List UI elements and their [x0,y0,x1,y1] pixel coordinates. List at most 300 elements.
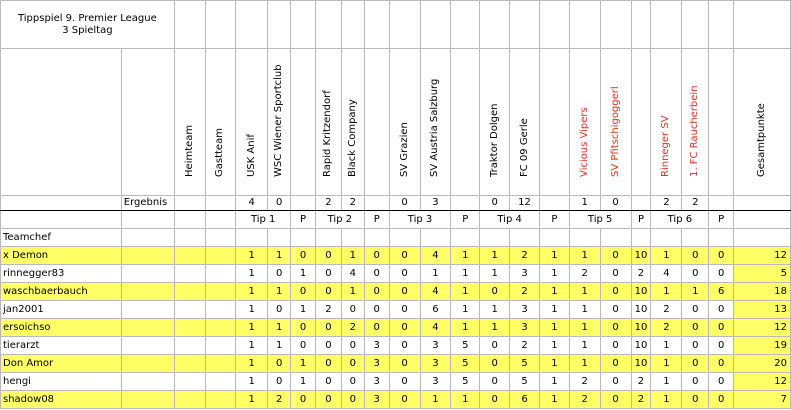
tip-points: 1 [539,265,569,283]
tip-away: 2 [510,283,540,301]
tip-away: 0 [341,355,364,373]
tip-away: 4 [341,265,364,283]
empty-cell [1,49,122,196]
player-name: Don Amor [1,355,122,373]
tip-points: 1 [291,355,316,373]
total-points: 13 [734,301,791,319]
team-header [480,49,510,196]
tip-points: 0 [709,373,734,391]
tip-home: 4 [651,265,682,283]
empty-cell [268,229,291,247]
tip-home: 1 [569,337,600,355]
result-home: 4 [236,196,268,211]
tip-away: 0 [600,319,631,337]
empty-cell [174,229,205,247]
empty-cell [451,49,480,196]
tip-home: 1 [651,337,682,355]
total-points: 12 [734,247,791,265]
team-header [569,49,600,196]
total-points: 19 [734,337,791,355]
empty-cell [121,49,174,196]
team-header-label: SV Austria Salzburg [429,78,441,177]
tip-home: 2 [569,265,600,283]
tip-home: 1 [236,337,268,355]
tip-away: 3 [510,265,540,283]
tip-away: 1 [268,247,291,265]
empty-cell [734,1,791,49]
empty-cell [174,373,205,391]
tip-points: 1 [291,301,316,319]
empty-cell [174,301,205,319]
empty-cell [569,1,600,49]
empty-cell [236,229,268,247]
result-away: 0 [600,196,631,211]
tip-home: 0 [389,265,420,283]
tip-home: 0 [315,247,341,265]
tip-points: 1 [539,301,569,319]
tip-away: 4 [420,283,451,301]
empty-cell [205,211,236,229]
tip-label: Tip 6 [651,211,709,229]
empty-cell [205,283,236,301]
tip-points: 1 [291,265,316,283]
empty-cell [205,265,236,283]
tip-points: 1 [539,355,569,373]
tip-home: 1 [480,247,510,265]
tip-home: 2 [569,373,600,391]
empty-cell [291,1,316,49]
tip-away: 5 [510,355,540,373]
tip-points: 0 [291,391,316,409]
empty-cell [205,319,236,337]
tip-points: 0 [709,337,734,355]
tip-points: 0 [364,283,389,301]
tip-home: 0 [389,355,420,373]
empty-cell [174,391,205,409]
tip-label: Tip 1 [236,211,291,229]
tip-points: 0 [709,301,734,319]
tip-away: 1 [341,283,364,301]
tip-points: 0 [364,319,389,337]
team-header-label: SV Pfitschigoggerl [609,86,621,177]
tip-home: 0 [389,319,420,337]
player-row [1,247,791,265]
tip-points: 10 [631,247,651,265]
tip-home: 1 [651,247,682,265]
tip-away: 0 [682,319,709,337]
result-home: 1 [569,196,600,211]
empty-cell [510,1,540,49]
tip-home: 0 [315,319,341,337]
player-name: waschbaerbauch [1,283,122,301]
tip-away: 0 [600,247,631,265]
tip-points: 1 [291,373,316,391]
tip-points: 10 [631,337,651,355]
empty-cell [121,301,174,319]
tip-points: 0 [709,247,734,265]
tip-home: 0 [480,355,510,373]
player-row [1,355,791,373]
tip-away: 0 [341,373,364,391]
empty-cell [734,196,791,211]
tip-away: 2 [510,337,540,355]
tip-home: 0 [315,265,341,283]
team-header [268,49,291,196]
tip-points: 3 [364,373,389,391]
points-label: P [364,211,389,229]
tip-label-row [1,211,791,229]
player-name: x Demon [1,247,122,265]
empty-cell [174,283,205,301]
empty-cell [364,196,389,211]
empty-cell [389,229,420,247]
tip-away: 0 [268,265,291,283]
total-points: 18 [734,283,791,301]
tip-home: 1 [569,247,600,265]
tip-away: 0 [341,391,364,409]
empty-cell [174,319,205,337]
player-name: jan2001 [1,301,122,319]
sheet-title [1,1,175,49]
result-away: 12 [510,196,540,211]
title-line-1: Tippspiel 9. Premier League [17,12,157,24]
tip-points: 1 [451,265,480,283]
tip-away: 0 [682,337,709,355]
header-row [1,49,791,196]
points-label: P [539,211,569,229]
tip-home: 2 [315,301,341,319]
title-row [1,1,791,49]
tip-points: 0 [291,247,316,265]
tip-points: 5 [451,373,480,391]
team-header-label: FC 09 Gerle [518,118,530,177]
tip-away: 1 [420,391,451,409]
empty-cell [389,1,420,49]
empty-cell [569,229,600,247]
tip-home: 1 [569,355,600,373]
tip-points: 1 [451,319,480,337]
total-points: 12 [734,319,791,337]
tip-points: 0 [364,301,389,319]
player-row [1,319,791,337]
empty-cell [121,229,174,247]
tip-away: 6 [510,391,540,409]
empty-cell [205,355,236,373]
empty-cell [682,229,709,247]
tip-home: 1 [236,265,268,283]
teamchef-label: Teamchef [1,229,122,247]
tip-away: 1 [268,337,291,355]
empty-cell [174,265,205,283]
empty-cell [121,247,174,265]
player-row [1,373,791,391]
tip-away: 0 [600,283,631,301]
tip-away: 3 [510,301,540,319]
empty-cell [420,1,451,49]
empty-cell [205,301,236,319]
empty-cell [631,49,651,196]
player-name: rinnegger83 [1,265,122,283]
empty-cell [1,211,122,229]
empty-cell [205,373,236,391]
tip-home: 1 [569,301,600,319]
points-label: P [451,211,480,229]
empty-cell [600,1,631,49]
tip-away: 0 [682,265,709,283]
tip-away: 2 [510,247,540,265]
tip-points: 10 [631,283,651,301]
team-header-label: Rinneger SV [660,115,672,177]
empty-cell [341,1,364,49]
tip-home: 1 [480,301,510,319]
empty-cell [121,373,174,391]
total-points: 7 [734,391,791,409]
tip-home: 2 [651,319,682,337]
tip-home: 0 [389,373,420,391]
tip-away: 1 [268,283,291,301]
empty-cell [539,196,569,211]
empty-cell [651,229,682,247]
tip-home: 1 [236,355,268,373]
tip-away: 3 [420,373,451,391]
tip-away: 0 [600,337,631,355]
tip-points: 0 [709,319,734,337]
team-header-label: SV Grazien [398,122,410,177]
heimteam-header-label: Heimteam [183,124,195,177]
tip-points: 0 [709,355,734,373]
tip-home: 0 [315,337,341,355]
empty-cell [291,229,316,247]
team-header [510,49,540,196]
empty-cell [539,229,569,247]
empty-cell [451,1,480,49]
empty-cell [315,229,341,247]
tip-points: 5 [451,337,480,355]
empty-cell [315,1,341,49]
player-row [1,391,791,409]
tip-home: 0 [315,373,341,391]
tip-away: 0 [600,265,631,283]
team-header [389,49,420,196]
empty-cell [205,391,236,409]
team-header-label: Vicious Vipers [578,107,590,177]
empty-cell [236,1,268,49]
total-points: 20 [734,355,791,373]
team-header [315,49,341,196]
heimteam-header [174,49,205,196]
gastteam-header-label: Gastteam [214,128,226,177]
tip-away: 0 [682,355,709,373]
tip-away: 2 [341,319,364,337]
empty-cell [709,49,734,196]
team-header [600,49,631,196]
empty-cell [341,229,364,247]
empty-cell [364,49,389,196]
result-away: 2 [682,196,709,211]
empty-cell [364,1,389,49]
empty-cell [121,265,174,283]
tip-away: 3 [510,319,540,337]
result-home: 0 [389,196,420,211]
result-home: 0 [480,196,510,211]
tip-home: 0 [480,337,510,355]
empty-cell [291,196,316,211]
tip-away: 0 [600,355,631,373]
tip-home: 0 [315,391,341,409]
tip-away: 0 [600,391,631,409]
tip-home: 1 [651,283,682,301]
empty-cell [600,229,631,247]
empty-cell [709,1,734,49]
tip-away: 1 [341,247,364,265]
tip-home: 1 [651,373,682,391]
tip-points: 1 [539,247,569,265]
tip-home: 0 [315,283,341,301]
tip-home: 1 [480,319,510,337]
tip-points: 1 [539,337,569,355]
tip-home: 1 [651,391,682,409]
result-away: 0 [268,196,291,211]
gastteam-header [205,49,236,196]
tip-away: 1 [268,319,291,337]
tip-points: 3 [364,391,389,409]
tip-points: 2 [631,373,651,391]
empty-cell [174,1,205,49]
empty-cell [451,196,480,211]
tip-label: Tip 5 [569,211,631,229]
tip-away: 0 [341,337,364,355]
empty-cell [268,1,291,49]
empty-cell [121,391,174,409]
tip-away: 0 [268,373,291,391]
tip-points: 1 [539,319,569,337]
tip-points: 3 [364,355,389,373]
tip-away: 1 [682,283,709,301]
tip-away: 4 [420,247,451,265]
tip-points: 6 [709,283,734,301]
tip-away: 0 [268,301,291,319]
player-name: hengi [1,373,122,391]
tip-home: 0 [480,283,510,301]
empty-cell [174,355,205,373]
empty-cell [539,49,569,196]
empty-cell [539,1,569,49]
empty-cell [682,1,709,49]
tip-home: 1 [236,301,268,319]
empty-cell [364,229,389,247]
ergebnis-row [1,196,791,211]
team-header [236,49,268,196]
empty-cell [631,1,651,49]
team-header [682,49,709,196]
result-home: 2 [315,196,341,211]
tip-home: 1 [569,283,600,301]
tip-away: 1 [420,265,451,283]
tip-home: 1 [236,373,268,391]
teamchef-row [1,229,791,247]
tip-label: Tip 2 [315,211,364,229]
empty-cell [205,196,236,211]
tip-home: 0 [480,391,510,409]
empty-cell [205,247,236,265]
empty-cell [205,229,236,247]
tip-points: 1 [451,301,480,319]
player-name: tierarzt [1,337,122,355]
empty-cell [121,355,174,373]
tip-home: 0 [389,301,420,319]
gesamtpunkte-header-label: Gesamtpunkte [756,103,768,177]
tip-home: 0 [389,337,420,355]
tip-points: 0 [709,391,734,409]
points-label: P [291,211,316,229]
tip-away: 6 [420,301,451,319]
tip-label: Tip 4 [480,211,540,229]
empty-cell [121,211,174,229]
tip-points: 1 [539,283,569,301]
empty-cell [734,211,791,229]
empty-cell [480,229,510,247]
result-away: 2 [341,196,364,211]
team-header-label: 1. FC Raucherbein [689,85,701,177]
tip-away: 4 [420,319,451,337]
empty-cell [510,229,540,247]
empty-cell [121,283,174,301]
tip-points: 0 [709,265,734,283]
tip-home: 2 [651,301,682,319]
tip-home: 0 [389,283,420,301]
empty-cell [734,229,791,247]
tip-home: 0 [389,391,420,409]
tip-points: 5 [451,355,480,373]
team-header-label: Rapid Kritzendorf [322,90,334,177]
tip-points: 2 [631,391,651,409]
tip-away: 0 [682,391,709,409]
tip-points: 10 [631,319,651,337]
tip-away: 0 [682,373,709,391]
tip-home: 1 [651,355,682,373]
tip-away: 0 [268,355,291,373]
empty-cell [651,1,682,49]
tip-home: 0 [315,355,341,373]
title-line-2: 3 Spieltag [62,24,113,36]
tip-away: 3 [420,355,451,373]
tip-points: 0 [291,337,316,355]
tip-away: 3 [420,337,451,355]
empty-cell [174,337,205,355]
ergebnis-label: Ergebnis [121,196,174,211]
player-row [1,301,791,319]
team-header [420,49,451,196]
tip-points: 10 [631,355,651,373]
tip-points: 10 [631,301,651,319]
tip-home: 1 [480,265,510,283]
empty-cell [480,1,510,49]
empty-cell [709,229,734,247]
tip-away: 5 [510,373,540,391]
player-name: shadow08 [1,391,122,409]
tip-away: 0 [600,373,631,391]
tip-away: 0 [341,301,364,319]
team-header-label: Traktor Dolgen [488,103,500,177]
tip-label: Tip 3 [389,211,451,229]
tip-away: 2 [268,391,291,409]
empty-cell [420,229,451,247]
tip-home: 0 [389,247,420,265]
empty-cell [121,337,174,355]
result-home: 2 [651,196,682,211]
empty-cell [121,319,174,337]
tip-points: 1 [539,391,569,409]
